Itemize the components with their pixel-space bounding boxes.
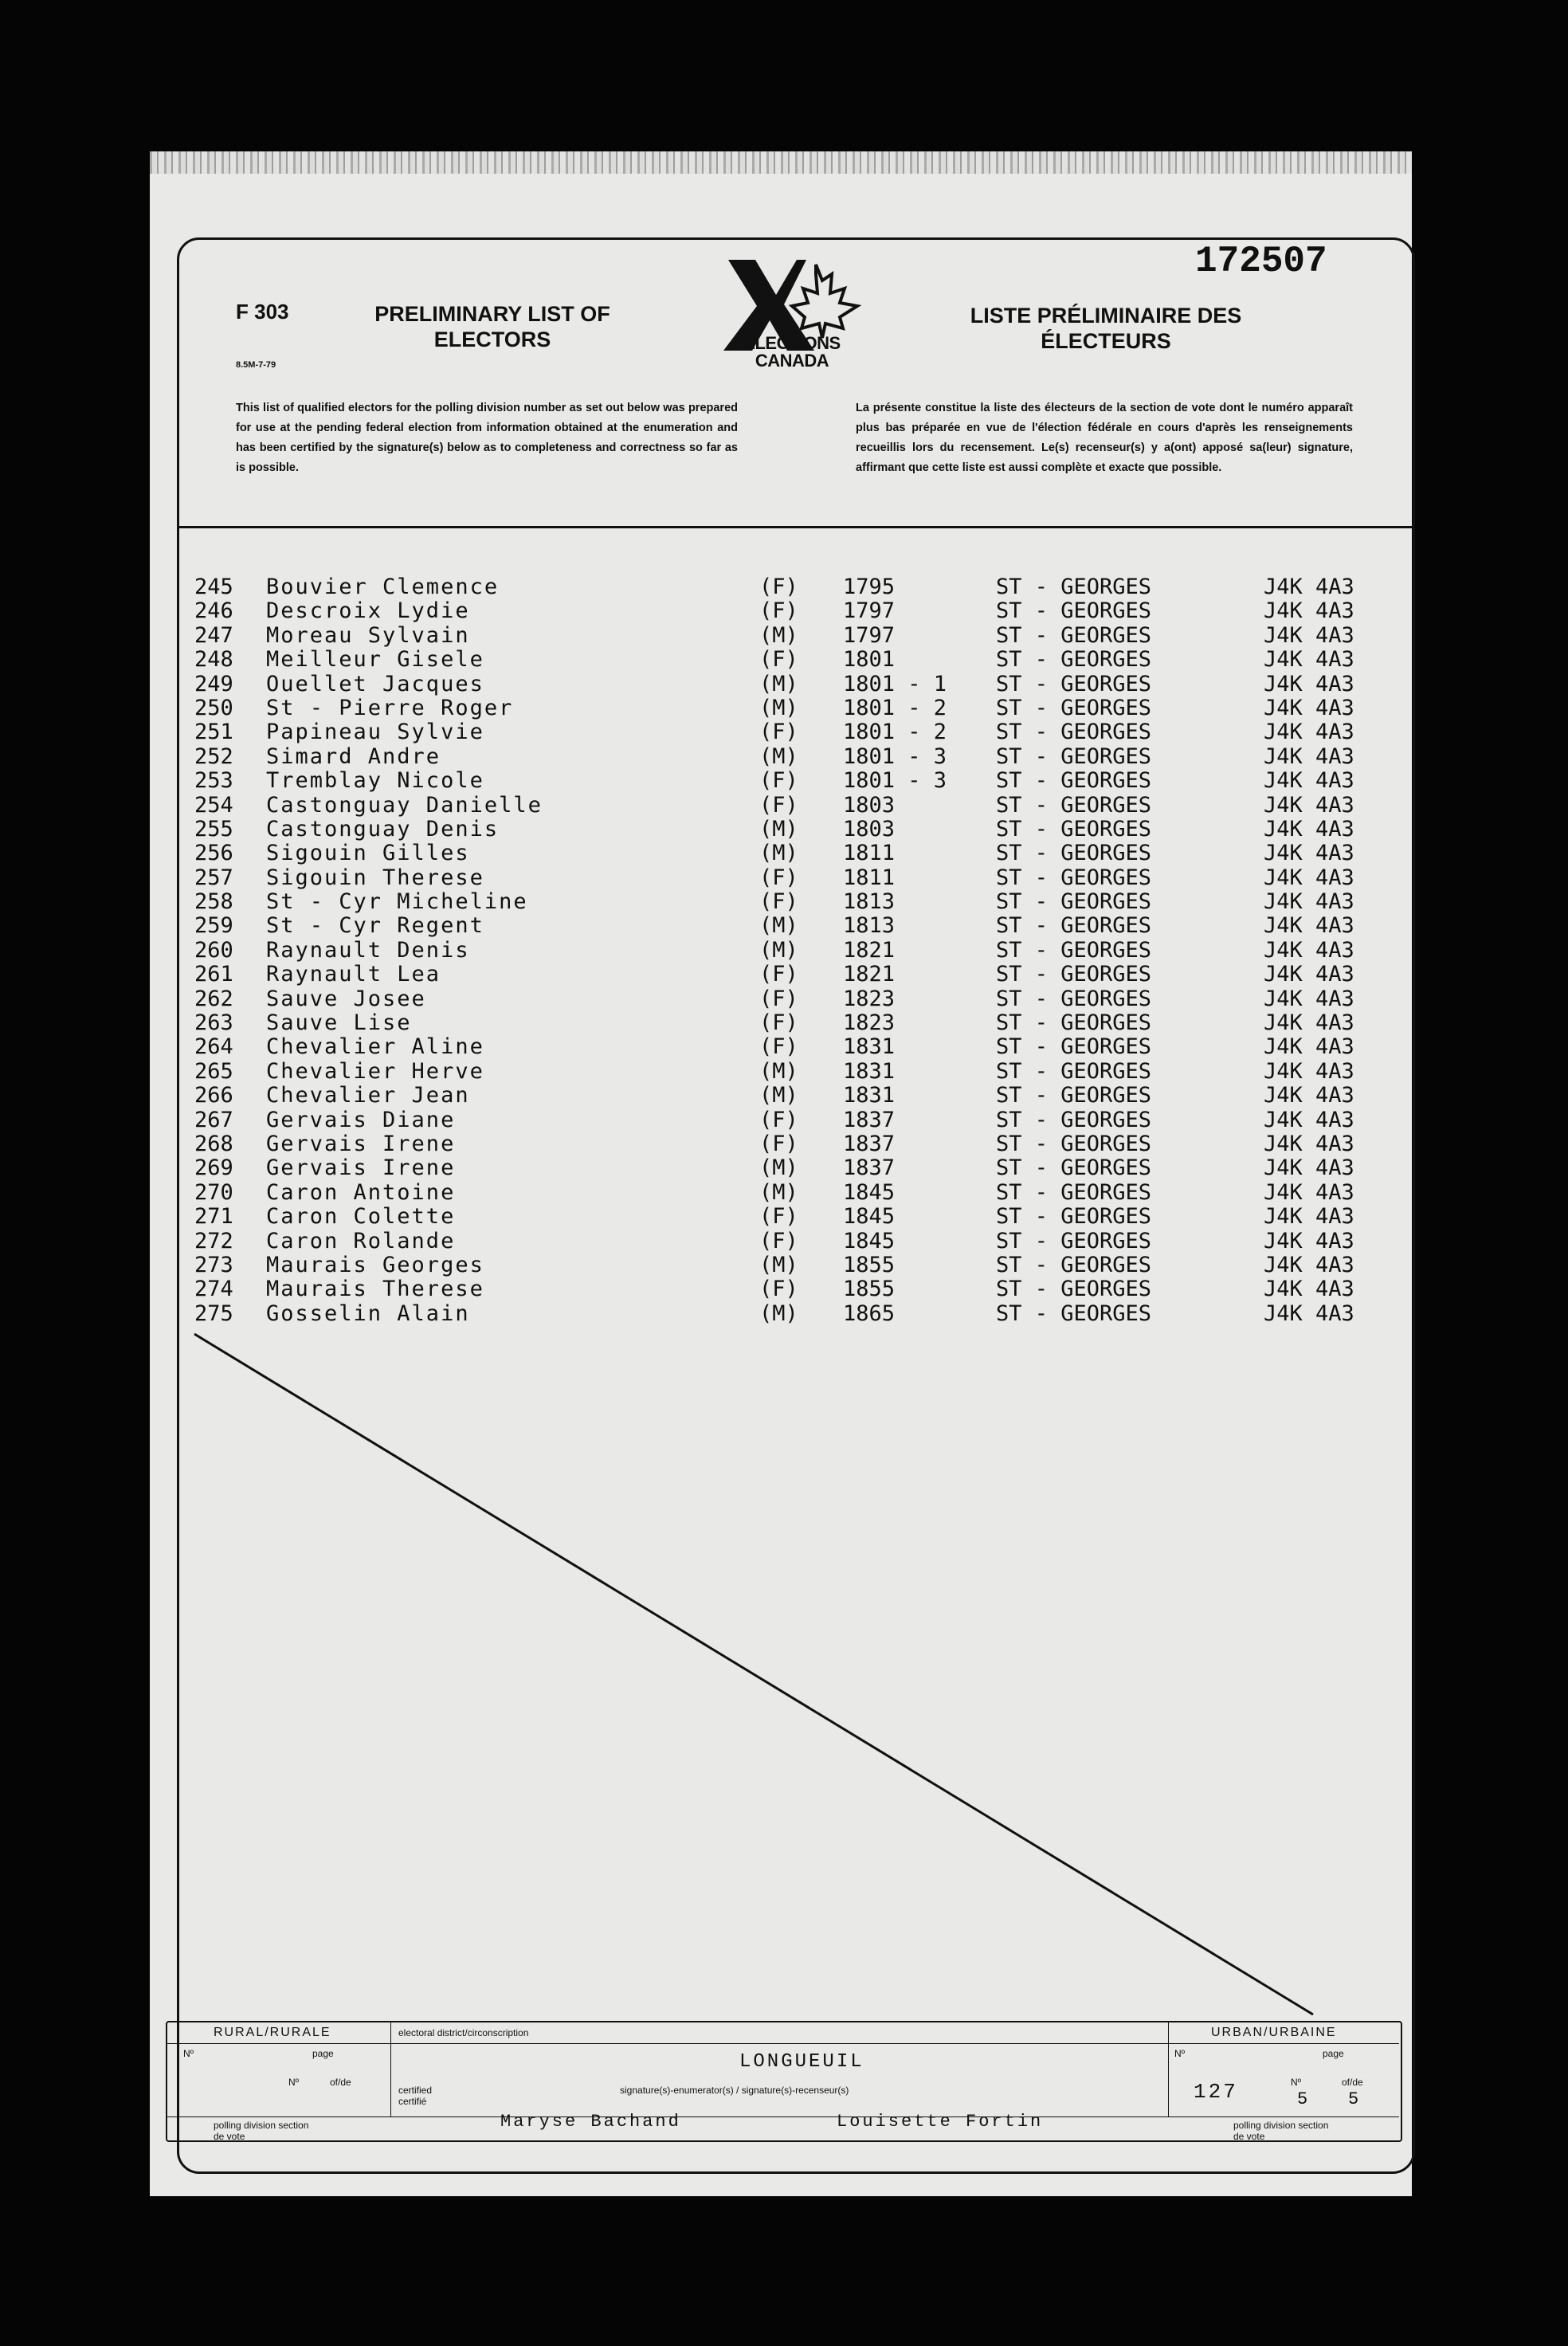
elector-name: Maurais Therese	[266, 1277, 484, 1302]
elector-name: Simard Andre	[266, 743, 441, 769]
urban-page-no-label: Nº	[1291, 2077, 1302, 2088]
form-number: F 303	[236, 300, 289, 324]
elector-street: ST - GEORGES	[996, 816, 1152, 842]
elector-name: Gervais Irene	[266, 1131, 456, 1156]
elector-house-number: 1837	[843, 1131, 896, 1156]
elector-house-number: 1813	[843, 889, 896, 915]
elector-postal-code: J4K 4A3	[1264, 1155, 1354, 1181]
elector-number: 271	[194, 1204, 233, 1230]
elector-number: 248	[194, 647, 233, 673]
elector-sex: (M)	[759, 913, 798, 939]
elector-name: St - Pierre Roger	[266, 695, 514, 720]
elector-postal-code: J4K 4A3	[1264, 792, 1354, 818]
elector-house-number: 1821	[843, 937, 896, 963]
elector-number: 263	[194, 1010, 233, 1036]
elector-postal-code: J4K 4A3	[1264, 1131, 1354, 1156]
elector-sex: (M)	[759, 937, 798, 963]
elector-name: Chevalier Jean	[266, 1083, 470, 1108]
signature-label: signature(s)-enumerator(s) / signature(s)-recenseur(s)	[620, 2085, 849, 2096]
elector-sex: (F)	[759, 962, 798, 987]
elector-house-number: 1801 - 1	[843, 671, 947, 696]
elector-sex: (M)	[759, 1300, 798, 1326]
elector-number: 246	[194, 598, 233, 624]
elector-number: 265	[194, 1058, 233, 1084]
elector-sex: (F)	[759, 768, 798, 794]
logo-line-2: CANADA	[755, 351, 829, 371]
electoral-district-value: LONGUEUIL	[739, 2051, 864, 2073]
elector-sex: (M)	[759, 1155, 798, 1181]
elector-street: ST - GEORGES	[996, 986, 1152, 1011]
footer-rule-1	[166, 2043, 1399, 2044]
elector-number: 269	[194, 1155, 233, 1181]
elector-street: ST - GEORGES	[996, 1252, 1152, 1277]
elector-sex: (F)	[759, 1034, 798, 1060]
elector-house-number: 1865	[843, 1300, 896, 1326]
elector-name: Castonguay Denis	[266, 816, 500, 842]
certified-label: certified certifié	[398, 2085, 433, 2107]
page-total: 5	[1348, 2089, 1362, 2109]
elector-postal-code: J4K 4A3	[1264, 768, 1354, 794]
rural-page-label: page	[312, 2048, 334, 2059]
elector-house-number: 1831	[843, 1083, 896, 1108]
elector-postal-code: J4K 4A3	[1264, 720, 1354, 745]
elector-house-number: 1801 - 2	[843, 720, 947, 745]
elector-house-number: 1797	[843, 622, 896, 648]
elector-street: ST - GEORGES	[996, 1300, 1152, 1326]
elector-street: ST - GEORGES	[996, 1277, 1152, 1302]
elector-sex: (F)	[759, 1228, 798, 1253]
elector-number: 247	[194, 622, 233, 648]
elector-postal-code: J4K 4A3	[1264, 889, 1354, 915]
form-code: 8.5M-7-79	[236, 360, 276, 370]
elector-street: ST - GEORGES	[996, 1034, 1152, 1060]
elector-number: 258	[194, 889, 233, 915]
page-number: 5	[1297, 2089, 1311, 2109]
elector-number: 272	[194, 1228, 233, 1253]
elector-sex: (F)	[759, 598, 798, 624]
electoral-district-label: electoral district/circonscription	[398, 2027, 529, 2038]
elector-number: 251	[194, 720, 233, 745]
elector-sex: (M)	[759, 841, 798, 866]
elector-street: ST - GEORGES	[996, 743, 1152, 769]
elector-house-number: 1821	[843, 962, 896, 987]
elector-street: ST - GEORGES	[996, 1204, 1152, 1230]
elector-name: Caron Rolande	[266, 1228, 456, 1253]
elector-sex: (M)	[759, 1058, 798, 1084]
urban-page-label: page	[1323, 2048, 1344, 2059]
elector-name: St - Cyr Regent	[266, 913, 484, 939]
rural-column-divider	[390, 2021, 391, 2116]
elector-name: Sigouin Gilles	[266, 841, 470, 866]
elector-street: ST - GEORGES	[996, 962, 1152, 987]
elector-number: 245	[194, 575, 233, 599]
elector-name: Papineau Sylvie	[266, 720, 484, 745]
elector-house-number: 1811	[843, 841, 896, 866]
urban-of-label: of/de	[1342, 2077, 1363, 2088]
elector-street: ST - GEORGES	[996, 937, 1152, 963]
elector-postal-code: J4K 4A3	[1264, 1252, 1354, 1277]
elector-sex: (F)	[759, 1131, 798, 1156]
elector-sex: (M)	[759, 1252, 798, 1277]
signature-enumerator-2: Louisette Fortin	[837, 2112, 1044, 2132]
elector-street: ST - GEORGES	[996, 647, 1152, 673]
urban-no-label: Nº	[1174, 2048, 1186, 2059]
elector-house-number: 1855	[843, 1252, 896, 1277]
elector-number: 264	[194, 1034, 233, 1060]
elector-number: 266	[194, 1083, 233, 1108]
elector-sex: (F)	[759, 1010, 798, 1036]
elector-sex: (F)	[759, 986, 798, 1011]
elector-postal-code: J4K 4A3	[1264, 1083, 1354, 1108]
elector-street: ST - GEORGES	[996, 1228, 1152, 1253]
elector-name: Sauve Lise	[266, 1010, 412, 1036]
elector-postal-code: J4K 4A3	[1264, 1010, 1354, 1036]
intro-english: This list of qualified electors for the polling division number as set out below was prepared for use at the pending federal election from information obtained at the enumeration and has been certified by the signature(s) below as to completeness and correctness so far as is possible.	[236, 402, 738, 474]
elector-street: ST - GEORGES	[996, 768, 1152, 794]
elector-number: 250	[194, 695, 233, 720]
elector-street: ST - GEORGES	[996, 1058, 1152, 1084]
rural-label: RURAL/RURALE	[214, 2026, 331, 2039]
elector-house-number: 1823	[843, 1010, 896, 1036]
elector-number: 255	[194, 816, 233, 842]
elector-sex: (F)	[759, 1107, 798, 1132]
elector-postal-code: J4K 4A3	[1264, 816, 1354, 842]
elector-sex: (F)	[759, 1277, 798, 1302]
elector-postal-code: J4K 4A3	[1264, 841, 1354, 866]
elector-postal-code: J4K 4A3	[1264, 695, 1354, 720]
elector-sex: (M)	[759, 816, 798, 842]
elector-postal-code: J4K 4A3	[1264, 647, 1354, 673]
elector-postal-code: J4K 4A3	[1264, 937, 1354, 963]
elector-number: 254	[194, 792, 233, 818]
elector-sex: (F)	[759, 720, 798, 745]
elector-sex: (F)	[759, 575, 798, 599]
logo-line-1: ELECTIONS	[743, 333, 841, 353]
elector-house-number: 1845	[843, 1204, 896, 1230]
urban-column-divider	[1168, 2021, 1169, 2116]
elector-name: Gervais Diane	[266, 1107, 456, 1132]
elector-postal-code: J4K 4A3	[1264, 865, 1354, 890]
elector-name: Chevalier Herve	[266, 1058, 484, 1084]
elector-number: 262	[194, 986, 233, 1011]
elector-name: Tremblay Nicole	[266, 768, 484, 794]
elector-postal-code: J4K 4A3	[1264, 1300, 1354, 1326]
elector-house-number: 1845	[843, 1228, 896, 1253]
elector-number: 273	[194, 1252, 233, 1277]
elector-street: ST - GEORGES	[996, 1083, 1152, 1108]
footer-block	[166, 2021, 1399, 2142]
elector-number: 268	[194, 1131, 233, 1156]
elector-house-number: 1855	[843, 1277, 896, 1302]
intro-french: La présente constitue la liste des électeurs de la section de vote dont le numéro apparaît plus bas préparée en vue de l'élection fédérale en cours d'après les renseignements recueillis lors du recensement. Le(s) recenseur(s) y a(ont) apposé sa(leur) signature, affirmant que cette liste est aussi complète et exacte que possible.	[856, 402, 1353, 474]
elector-number: 249	[194, 671, 233, 696]
elector-number: 252	[194, 743, 233, 769]
elector-street: ST - GEORGES	[996, 695, 1152, 720]
elector-postal-code: J4K 4A3	[1264, 743, 1354, 769]
elector-name: Chevalier Aline	[266, 1034, 484, 1060]
elector-number: 261	[194, 962, 233, 987]
elector-postal-code: J4K 4A3	[1264, 913, 1354, 939]
elector-name: St - Cyr Micheline	[266, 889, 528, 915]
elector-postal-code: J4K 4A3	[1264, 575, 1354, 599]
elector-street: ST - GEORGES	[996, 889, 1152, 915]
rural-page-no-label: Nº	[288, 2077, 300, 2088]
elector-house-number: 1845	[843, 1179, 896, 1205]
elector-house-number: 1797	[843, 598, 896, 624]
elector-house-number: 1837	[843, 1155, 896, 1181]
elector-sex: (F)	[759, 1204, 798, 1230]
elector-street: ST - GEORGES	[996, 841, 1152, 866]
rural-polling-division-label: polling division section de vote	[214, 2120, 309, 2142]
elector-house-number: 1811	[843, 865, 896, 890]
rural-no-label: Nº	[183, 2048, 194, 2059]
elector-postal-code: J4K 4A3	[1264, 598, 1354, 624]
elector-name: Caron Antoine	[266, 1179, 456, 1205]
elector-house-number: 1803	[843, 792, 896, 818]
urban-label: URBAN/URBAINE	[1211, 2026, 1337, 2039]
elector-sex: (M)	[759, 743, 798, 769]
elector-number: 253	[194, 768, 233, 794]
elector-street: ST - GEORGES	[996, 1179, 1152, 1205]
elector-name: Sauve Josee	[266, 986, 426, 1011]
elector-name: Maurais Georges	[266, 1252, 484, 1277]
elector-street: ST - GEORGES	[996, 622, 1152, 648]
elector-number: 267	[194, 1107, 233, 1132]
elector-house-number: 1803	[843, 816, 896, 842]
elector-postal-code: J4K 4A3	[1264, 1034, 1354, 1060]
elector-street: ST - GEORGES	[996, 1155, 1152, 1181]
elector-street: ST - GEORGES	[996, 1131, 1152, 1156]
elector-house-number: 1823	[843, 986, 896, 1011]
elector-house-number: 1813	[843, 913, 896, 939]
elector-name: Raynault Denis	[266, 937, 470, 963]
elector-house-number: 1795	[843, 575, 896, 599]
elector-sex: (F)	[759, 865, 798, 890]
elector-sex: (M)	[759, 671, 798, 696]
elector-street: ST - GEORGES	[996, 1010, 1152, 1036]
signature-enumerator-1: Maryse Bachand	[500, 2112, 681, 2132]
elector-sex: (M)	[759, 622, 798, 648]
elector-postal-code: J4K 4A3	[1264, 962, 1354, 987]
rural-of-label: of/de	[330, 2077, 351, 2088]
elector-postal-code: J4K 4A3	[1264, 1179, 1354, 1205]
elector-postal-code: J4K 4A3	[1264, 986, 1354, 1011]
elector-street: ST - GEORGES	[996, 865, 1152, 890]
elector-name: Gervais Irene	[266, 1155, 456, 1181]
elector-house-number: 1801 - 2	[843, 695, 947, 720]
serial-number: 172507	[1195, 241, 1327, 282]
void-diagonal-line	[150, 151, 1412, 2196]
footer-rule-2	[166, 2116, 1399, 2117]
elector-number: 260	[194, 937, 233, 963]
elector-street: ST - GEORGES	[996, 671, 1152, 696]
elector-sex: (M)	[759, 695, 798, 720]
elector-street: ST - GEORGES	[996, 575, 1152, 599]
elector-name: Caron Colette	[266, 1204, 456, 1230]
elector-street: ST - GEORGES	[996, 598, 1152, 624]
document-sheet	[150, 151, 1412, 2196]
elector-name: Sigouin Therese	[266, 865, 484, 890]
urban-polling-division-label: polling division section de vote	[1233, 2120, 1329, 2142]
elector-name: Descroix Lydie	[266, 598, 470, 624]
elector-street: ST - GEORGES	[996, 1107, 1152, 1132]
elector-name: Bouvier Clemence	[266, 575, 500, 599]
elector-number: 259	[194, 913, 233, 939]
elector-postal-code: J4K 4A3	[1264, 1107, 1354, 1132]
elector-number: 257	[194, 865, 233, 890]
elector-number: 256	[194, 841, 233, 866]
elector-sex: (M)	[759, 1083, 798, 1108]
elector-number: 270	[194, 1179, 233, 1205]
elector-name: Raynault Lea	[266, 962, 441, 987]
elector-sex: (F)	[759, 647, 798, 673]
elector-postal-code: J4K 4A3	[1264, 671, 1354, 696]
elector-number: 275	[194, 1300, 233, 1326]
elector-name: Moreau Sylvain	[266, 622, 470, 648]
elector-postal-code: J4K 4A3	[1264, 1228, 1354, 1253]
elector-street: ST - GEORGES	[996, 720, 1152, 745]
elector-name: Ouellet Jacques	[266, 671, 484, 696]
elector-name: Meilleur Gisele	[266, 647, 484, 673]
polling-division-number: 127	[1194, 2080, 1238, 2104]
elector-number: 274	[194, 1277, 233, 1302]
elector-house-number: 1801	[843, 647, 896, 673]
elector-postal-code: J4K 4A3	[1264, 1204, 1354, 1230]
elector-postal-code: J4K 4A3	[1264, 1058, 1354, 1084]
elector-house-number: 1831	[843, 1034, 896, 1060]
elector-sex: (F)	[759, 792, 798, 818]
elector-postal-code: J4K 4A3	[1264, 622, 1354, 648]
elector-name: Gosselin Alain	[266, 1300, 470, 1326]
elector-street: ST - GEORGES	[996, 913, 1152, 939]
elector-sex: (M)	[759, 1179, 798, 1205]
elector-sex: (F)	[759, 889, 798, 915]
elector-house-number: 1837	[843, 1107, 896, 1132]
title-english: PRELIMINARY LIST OF ELECTORS	[374, 302, 610, 351]
title-french: LISTE PRÉLIMINAIRE DES ÉLECTEURS	[970, 304, 1242, 353]
elector-house-number: 1831	[843, 1058, 896, 1084]
elector-house-number: 1801 - 3	[843, 743, 947, 769]
elector-street: ST - GEORGES	[996, 792, 1152, 818]
elector-name: Castonguay Danielle	[266, 792, 543, 818]
elector-postal-code: J4K 4A3	[1264, 1277, 1354, 1302]
elector-house-number: 1801 - 3	[843, 768, 947, 794]
